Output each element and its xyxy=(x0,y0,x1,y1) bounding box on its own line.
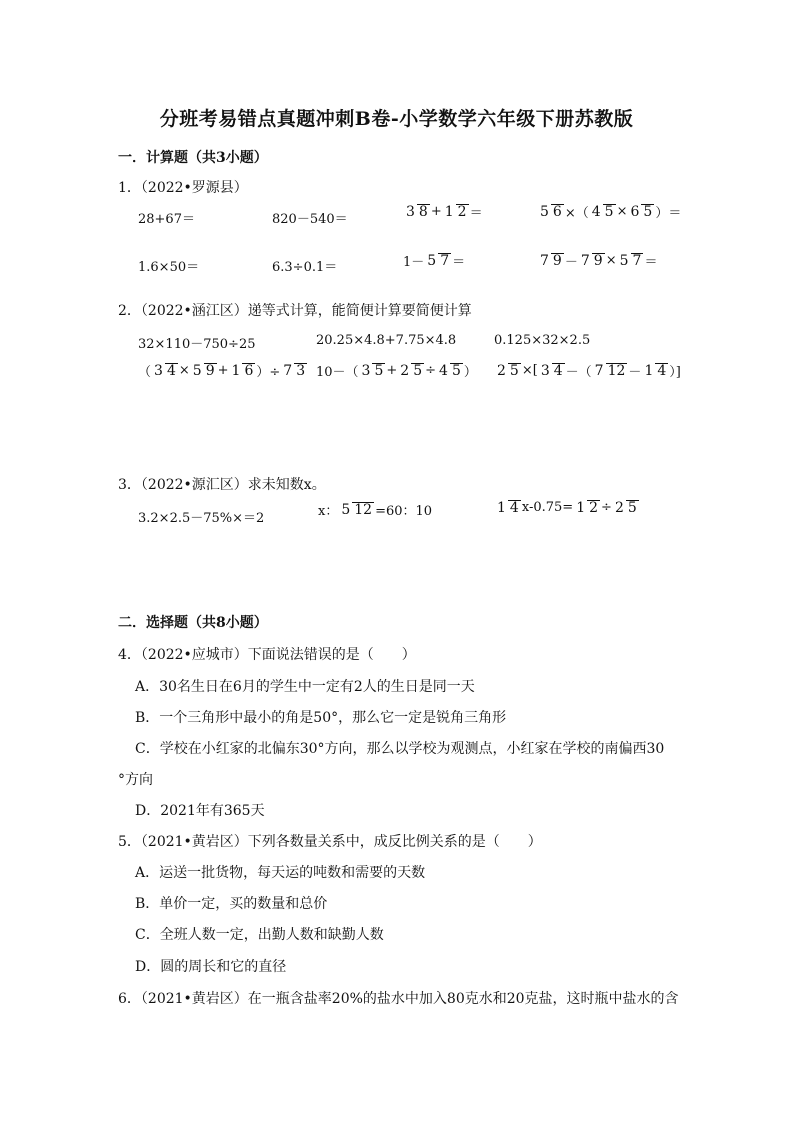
q1-expression-5 xyxy=(138,256,199,275)
q5-option-b[interactable]: B．单价一定，买的数量和总价 xyxy=(135,896,328,912)
q1-expression-1 xyxy=(138,208,195,227)
q2-expression-5: 10－（ 3 5 + 2 5 ÷ 4 5 ） xyxy=(316,362,477,380)
fraction: 6 5 xyxy=(630,203,653,220)
fraction: 4 5 xyxy=(439,362,461,379)
q4-option-c-continued: °方向 xyxy=(118,772,153,788)
fraction: 3 5 xyxy=(361,362,384,379)
fraction: 7 3 xyxy=(283,362,306,379)
q1-expression-4: 5 6 ×（ 4 5 × 6 5 ）＝ xyxy=(540,203,682,221)
question-6-label: 6．（2021•黄岩区）在一瓶含盐率20%的盐水中加入80克水和20克盐，这时瓶中盐水的含 xyxy=(118,991,679,1007)
q3-equation-3: 1 4 x-0.75= 1 2 ÷ 2 5 xyxy=(497,500,637,516)
fraction: 1 2 xyxy=(444,203,467,220)
fraction: 5 7 xyxy=(427,252,450,269)
q2-expression-2: 20.25×4.8+7.75×4.8 xyxy=(316,333,457,348)
question-4-label: 4．（2022•应城市）下面说法错误的是（ ） xyxy=(118,647,416,663)
q3-equation-1: 3.2×2.5－75%×＝2 xyxy=(138,511,265,526)
q1-e6-text: 6.3÷0.1＝ xyxy=(272,260,338,275)
fraction: 1 6 xyxy=(231,362,254,379)
fraction: 7 9 xyxy=(540,252,562,269)
fraction: 3 8 xyxy=(406,203,428,220)
q2-expression-4: （ 3 4 × 5 9 + 1 6 ）÷ 7 3 xyxy=(138,362,306,380)
q5-option-a[interactable]: A．运送一批货物，每天运的吨数和需要的天数 xyxy=(135,865,426,881)
question-5-label: 5．（2021•黄岩区）下列各数量关系中，成反比例关系的是（ ） xyxy=(118,834,542,850)
fraction: 1 4 xyxy=(497,500,519,516)
q4-option-d[interactable]: D．2021年有365天 xyxy=(135,803,265,819)
fraction: 4 5 xyxy=(591,203,614,220)
q4-option-a[interactable]: A．30名生日在6月的学生中一定有2人的生日是同一天 xyxy=(135,679,475,695)
q1-e1-text: 28+67＝ xyxy=(138,212,195,227)
page-title: 分班考易错点真题冲刺B卷-小学数学六年级下册苏教版 xyxy=(159,108,634,130)
fraction: 5 6 xyxy=(540,203,562,220)
q5-option-d[interactable]: D．圆的周长和它的直径 xyxy=(135,959,287,975)
fraction: 3 4 xyxy=(540,362,563,379)
q5-option-c[interactable]: C．全班人数一定，出勤人数和缺勤人数 xyxy=(135,927,384,943)
fraction: 2 5 xyxy=(497,362,519,379)
q1-expression-6 xyxy=(272,256,337,275)
question-2-label: 2．（2022•涵江区）递等式计算，能简便计算要简便计算 xyxy=(118,303,472,319)
q3-equation-2: x： 5 12 =60：10 xyxy=(318,501,433,519)
fraction: 5 7 xyxy=(619,252,642,269)
fraction: 7 9 xyxy=(580,252,603,269)
q4-option-c[interactable]: C．学校在小红家的北偏东30°方向，那么以学校为观测点，小红家在学校的南偏西30 xyxy=(135,741,665,757)
fraction: 1 2 xyxy=(576,500,599,516)
q1-e5-text: 1.6×50＝ xyxy=(138,260,200,275)
fraction: 7 12 xyxy=(594,362,626,379)
q1-e2-text: 820－540＝ xyxy=(272,212,348,227)
fraction: 2 5 xyxy=(400,362,423,379)
question-3-label: 3．（2022•源汇区）求未知数x。 xyxy=(118,477,326,493)
q2-expression-3: 0.125×32×2.5 xyxy=(494,333,591,348)
q1-expression-3: 3 8 + 1 2 ＝ xyxy=(406,203,483,221)
q2-expression-1: 32×110－750÷25 xyxy=(138,337,256,352)
q2-expression-6: 2 5 ×[ 3 4 －（ 7 12 － 1 4 ）] xyxy=(497,362,681,380)
section-heading-calculation: 一．计算题（共3小题） xyxy=(118,150,268,166)
fraction: 2 5 xyxy=(614,500,637,516)
section-heading-choice: 二．选择题（共8小题） xyxy=(118,615,268,631)
fraction: 1 4 xyxy=(644,362,667,379)
q1-expression-8: 7 9 － 7 9 × 5 7 ＝ xyxy=(540,252,658,270)
fraction: 3 4 xyxy=(154,362,176,379)
fraction: 5 12 xyxy=(341,501,373,518)
q4-option-b[interactable]: B．一个三角形中最小的角是50°，那么它一定是锐角三角形 xyxy=(135,710,507,726)
q1-expression-7: 1－ 5 7 ＝ xyxy=(403,252,466,270)
question-1-label: 1．（2022•罗源县） xyxy=(118,180,248,196)
fraction: 5 9 xyxy=(192,362,215,379)
q1-expression-2 xyxy=(272,208,348,227)
